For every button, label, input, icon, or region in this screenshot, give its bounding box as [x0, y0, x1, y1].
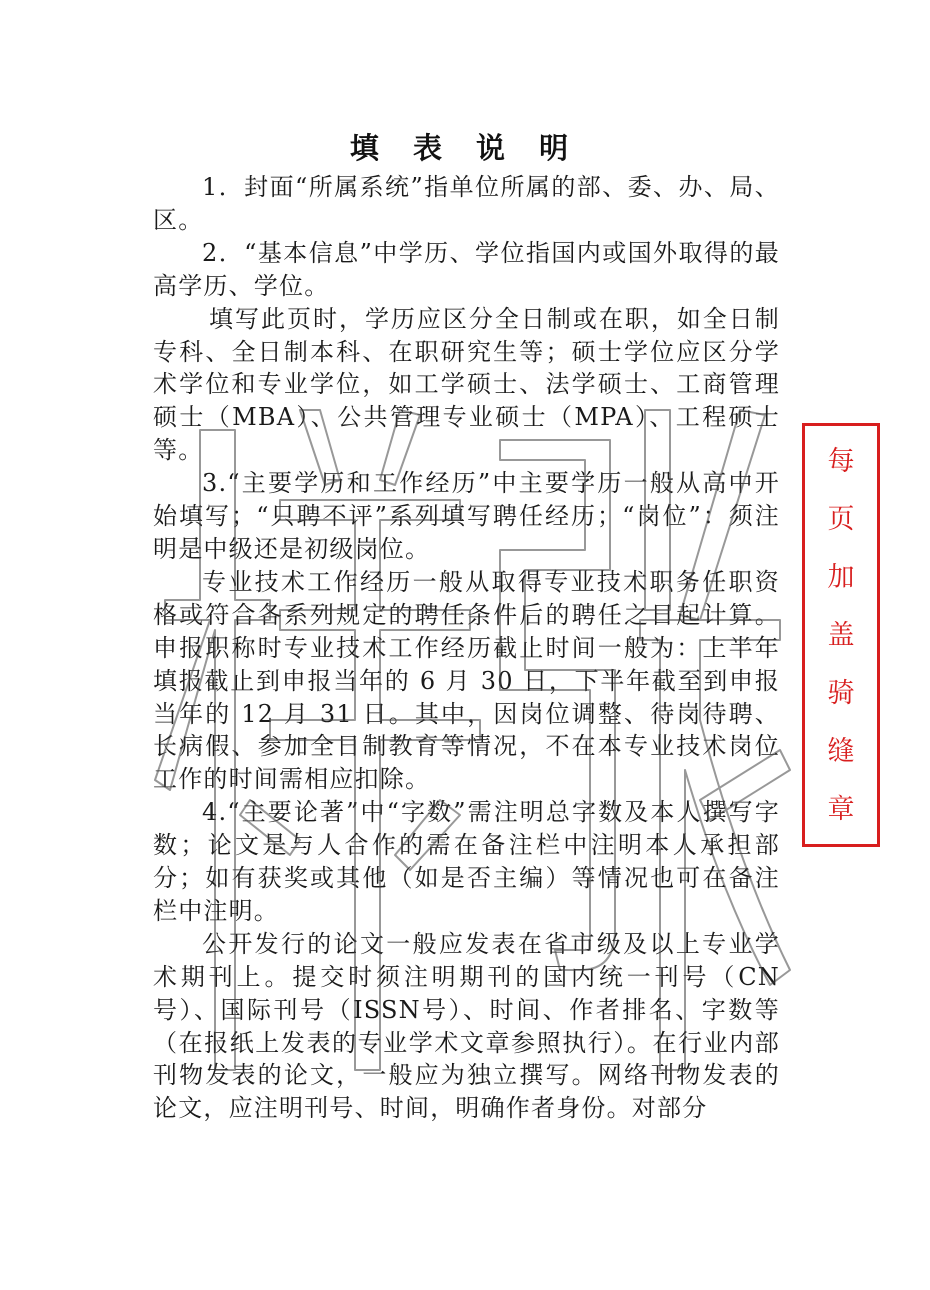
paragraph-6: 4.“主要论著”中“字数”需注明总字数及本人撰写字数；论文是与人合作的需在备注栏中注明本人承担部分；如有获奖或其他（如是否主编）等情况也可在备注栏中注明。 — [153, 798, 780, 925]
stamp-char: 缝 — [827, 735, 855, 767]
stamp-char: 章 — [827, 793, 855, 825]
stamp-char: 加 — [827, 561, 855, 593]
paragraph-2: 2．“基本信息”中学历、学位指国内或国外取得的最高学历、学位。 — [153, 238, 780, 300]
instructions-body — [153, 171, 780, 1125]
seam-stamp-notice — [802, 423, 880, 847]
paragraph-1: 1．封面“所属系统”指单位所属的部、委、办、局、区。 — [153, 173, 780, 234]
paragraph-7: 公开发行的论文一般应发表在省市级及以上专业学术期刊上。提交时须注明期刊的国内统一刊号（CN号）、国际刊号（ISSN号）、时间、作者排名、字数等（在报纸上发表的专业学术文章参照执行）。在行业内部刊物发表的论文，一般应为独立撰写。网络刊物发表的论文，应注明刊号、时间，明确作者身份。对部分 — [153, 929, 780, 1123]
stamp-char: 每 — [827, 445, 855, 477]
paragraph-5: 专业技术工作经历一般从取得专业技术职务任职资格或符合各系列规定的聘任条件后的聘任之日起计算。申报职称时专业技术工作经历截止时间一般为：上半年填报截止到申报当年的 6 月 30 日，下半年截至到申报当年的 12 月 31 日。其中，因岗位调整、待岗待聘、长病假、参加全日制教育等情况，不在本专业技术岗位工作的时间需相应扣除。 — [153, 567, 780, 794]
page-title: 填 表 说 明 — [349, 131, 581, 165]
paragraph-4: 3.“主要学历和工作经历”中主要学历一般从高中开始填写；“只聘不评”系列填写聘任经历；“岗位”：须注明是中级还是初级岗位。 — [153, 469, 780, 563]
stamp-char: 骑 — [827, 677, 855, 709]
stamp-char: 页 — [827, 503, 855, 535]
paragraph-3: 填写此页时，学历应区分全日制或在职，如全日制专科、全日制本科、在职研究生等；硕士学位应区分学术学位和专业学位，如工学硕士、法学硕士、工商管理硕士（MBA）、公共管理专业硕士（MPA）、工程硕士等。 — [153, 304, 780, 465]
stamp-char: 盖 — [827, 619, 855, 651]
